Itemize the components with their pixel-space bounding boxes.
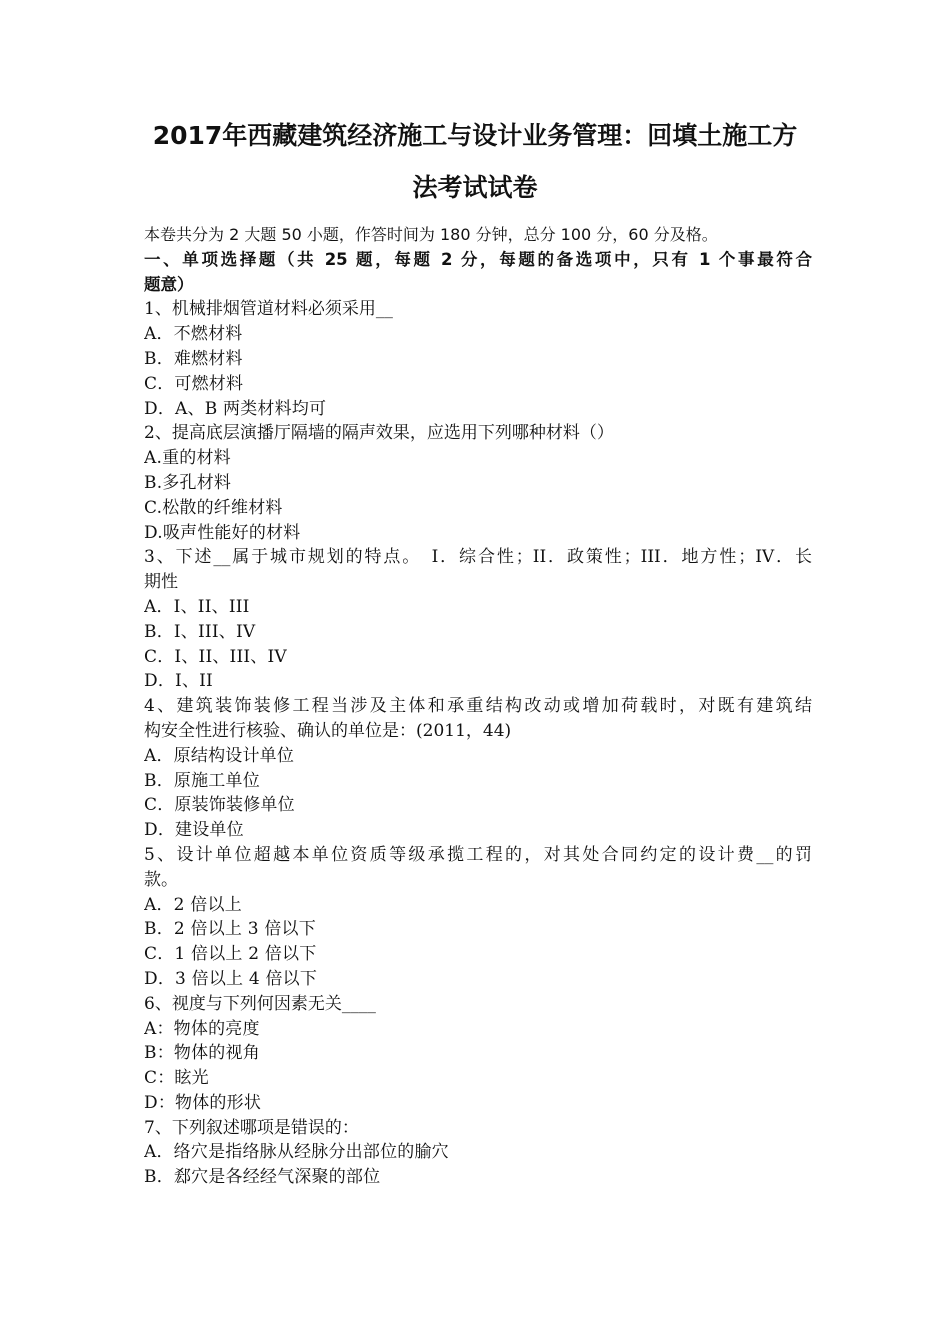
question-2-option-c: C.松散的纤维材料 [144, 497, 283, 518]
question-1-option-c: C．可燃材料 [144, 373, 244, 394]
question-6-option-c: C：眩光 [144, 1068, 209, 1089]
question-3-option-b: B．I、III、IV [144, 621, 256, 642]
question-4-stem-line-1: 4、建筑装饰装修工程当涉及主体和承重结构改动或增加荷载时，对既有建筑结 [144, 696, 812, 717]
question-3-option-c: C．I、II、III、IV [144, 646, 287, 667]
document-title-line-2: 法考试试卷 [412, 173, 538, 202]
question-5-stem-line-1: 5、设计单位超越本单位资质等级承揽工程的，对其处合同约定的设计费__的罚 [144, 844, 812, 865]
question-1-option-d: D．A、B 两类材料均可 [144, 398, 327, 419]
question-4-option-c: C．原装饰装修单位 [144, 795, 295, 816]
question-6-option-d: D：物体的形状 [144, 1092, 262, 1113]
question-6-stem: 6、视度与下列何因素无关____ [144, 993, 376, 1014]
question-2-option-b: B.多孔材料 [144, 472, 232, 493]
question-4-option-a: A．原结构设计单位 [144, 745, 295, 766]
question-4-option-d: D．建设单位 [144, 820, 244, 841]
question-2-stem: 2、提高底层演播厅隔墙的隔声效果，应选用下列哪种材料（） [144, 423, 614, 444]
question-7-option-b: B．郄穴是各经经气深聚的部位 [144, 1167, 381, 1188]
question-3-option-d: D．I、II [144, 671, 213, 692]
question-3-stem-line-2: 期性 [144, 572, 178, 593]
question-4-option-b: B．原施工单位 [144, 770, 260, 791]
question-7-stem: 7、下列叙述哪项是错误的： [144, 1117, 359, 1138]
question-1-stem: 1、机械排烟管道材料必须采用__ [144, 299, 393, 320]
question-6-option-b: B：物体的视角 [144, 1043, 260, 1064]
exam-intro: 本卷共分为 2 大题 50 小题，作答时间为 180 分钟，总分 100 分，60 分及格。 [144, 225, 718, 244]
question-1-option-b: B．难燃材料 [144, 348, 243, 369]
document-body [144, 223, 812, 1190]
question-2-option-a: A.重的材料 [144, 448, 231, 469]
question-2-option-d: D.吸声性能好的材料 [144, 522, 301, 543]
question-6-option-a: A：物体的亮度 [144, 1018, 260, 1039]
question-7-option-a: A．络穴是指络脉从经脉分出部位的腧穴 [144, 1142, 449, 1163]
question-1-option-a: A．不燃材料 [144, 324, 243, 345]
question-5-stem-line-2: 款。 [144, 869, 178, 890]
section-heading-line-1: 一、单项选择题（共 25 题，每题 2 分，每题的备选项中，只有 1 个事最符合 [144, 249, 812, 269]
question-5-option-c: C．1 倍以上 2 倍以下 [144, 944, 317, 965]
question-3-option-a: A．I、II、III [144, 596, 250, 617]
question-5-option-a: A．2 倍以上 [144, 894, 242, 915]
question-4-stem-line-2: 构安全性进行核验、确认的单位是：(2011，44) [144, 720, 512, 741]
document-title-line-1: 2017年西藏建筑经济施工与设计业务管理：回填土施工方 [152, 121, 798, 150]
section-heading-line-2: 题意） [144, 274, 194, 294]
question-3-stem-line-1: 3、下述__属于城市规划的特点。 I．综合性；II．政策性；III．地方性；IV．长 [144, 547, 812, 568]
question-5-option-d: D．3 倍以上 4 倍以下 [144, 968, 318, 989]
question-5-option-b: B．2 倍以上 3 倍以下 [144, 919, 316, 940]
